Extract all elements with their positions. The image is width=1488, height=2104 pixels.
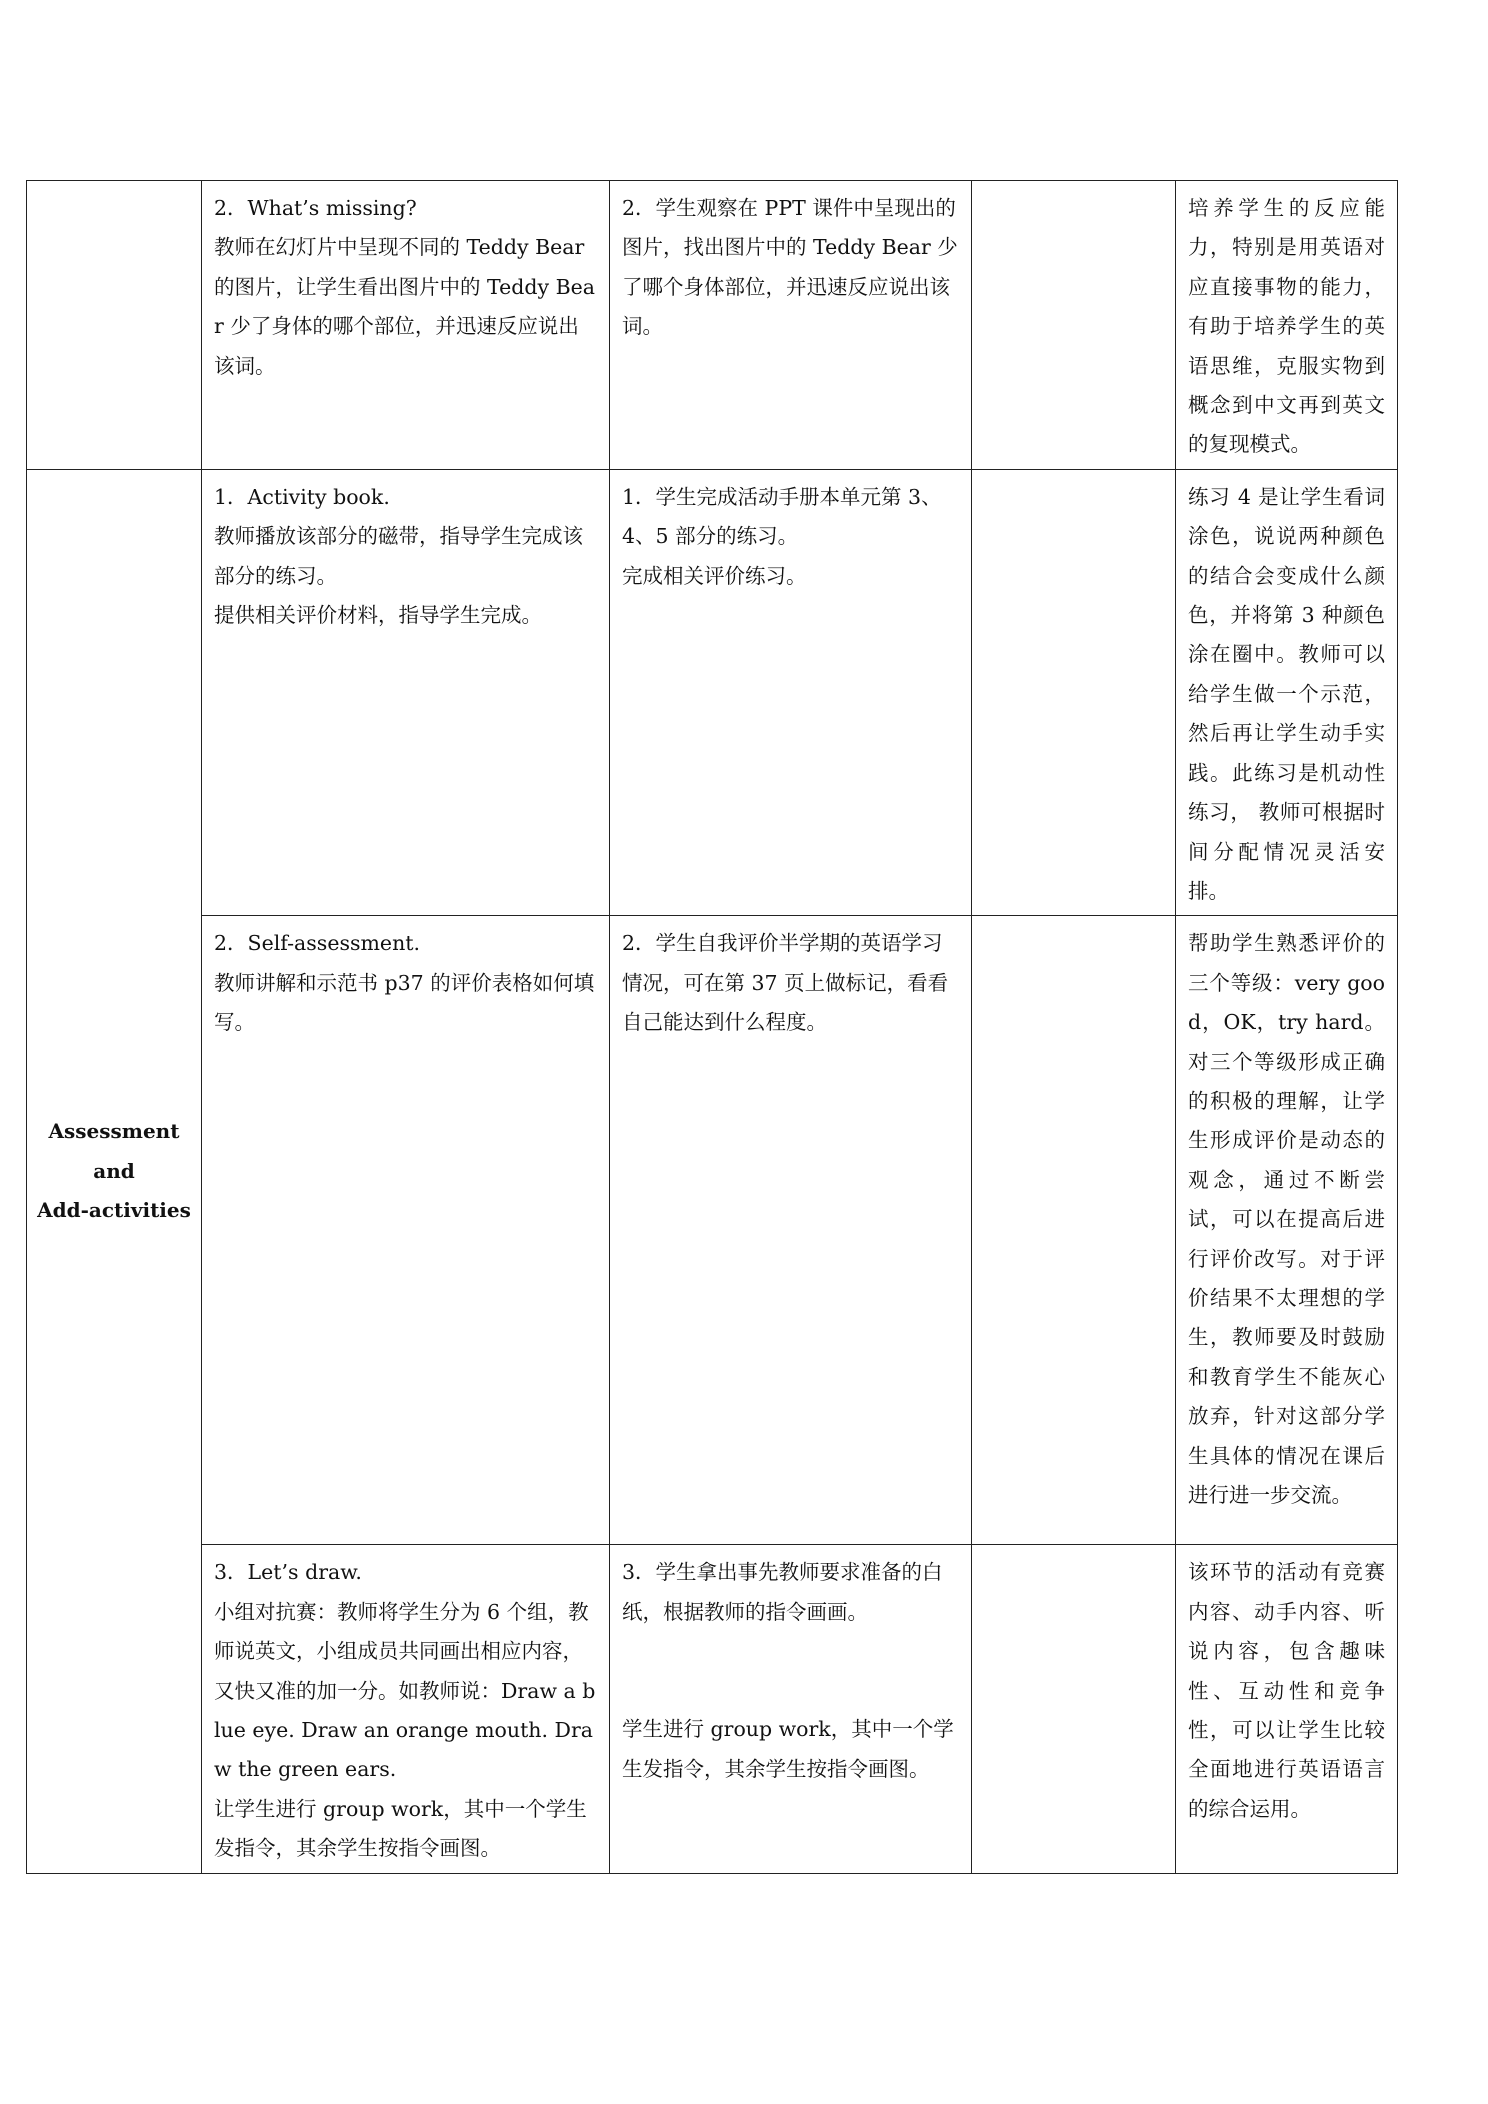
activity-text: 教师在幻灯片中呈现不同的 Teddy Bear 的图片，让学生看出图片中的 Teddy Bear 少了身体的哪个部位，并迅速反应说出该词。 — [214, 235, 595, 378]
activity-text: 3．学生拿出事先教师要求准备的白纸，根据教师的指令画画。 — [622, 1560, 943, 1624]
note-cell — [972, 1545, 1176, 1873]
purpose-cell: 培养学生的反应能力，特别是用英语对应直接事物的能力，有助于培养学生的英语思维，克服实物到概念到中文再到英文的复现模式。 — [1176, 181, 1398, 470]
table-row — [27, 1545, 1398, 1873]
activity-title: 1．Activity book. — [214, 484, 390, 509]
activity-text: 教师讲解和示范书 p37 的评价表格如何填写。 — [214, 970, 595, 1035]
activity-text: 小组对抗赛：教师将学生分为 6 个组，教师说英文，小组成员共同画出相应内容，又快又准的加一分。如教师说：Draw a blue eye. Draw an orange mouth. Draw the green ears. — [214, 1599, 596, 1782]
activity-text: 教师播放该部分的磁带，指导学生完成该部分的练习。 — [214, 524, 583, 588]
activity-title: 3．Let’s draw. — [214, 1560, 362, 1585]
note-cell — [972, 181, 1176, 470]
activity-text: 2．学生自我评价半学期的英语学习情况，可在第 37 页上做标记，看看自己能达到什么程度。 — [622, 931, 949, 1035]
activity-text: 学生进行 group work，其中一个学生发指令，其余学生按指令画图。 — [622, 1717, 954, 1781]
purpose-cell: 练习 4 是让学生看词涂色，说说两种颜色的结合会变成什么颜色，并将第 3 种颜色涂在圈中。教师可以给学生做一个示范，然后再让学生动手实践。此练习是机动性练习， 教师可根据时间分配情况灵活安排。 — [1176, 469, 1398, 915]
activity-text: 让学生进行 group work，其中一个学生发指令，其余学生按指令画图。 — [214, 1796, 587, 1861]
spacer — [622, 1632, 959, 1710]
teacher-activity-cell — [202, 1545, 610, 1873]
activity-text: 1．学生完成活动手册本单元第 3、4、5 部分的练习。 — [622, 484, 942, 549]
student-activity-cell — [610, 916, 972, 1545]
teacher-activity-cell — [202, 181, 610, 470]
stage-label: and — [93, 1158, 135, 1183]
note-cell — [972, 469, 1176, 915]
table-row — [27, 916, 1398, 1545]
activity-text: 2．学生观察在 PPT 课件中呈现出的图片，找出图片中的 Teddy Bear 少了哪个身体部位，并迅速反应说出该词。 — [622, 196, 958, 339]
student-activity-cell — [610, 181, 972, 470]
stage-cell — [27, 469, 202, 1873]
note-cell — [972, 916, 1176, 1545]
activity-text: 提供相关评价材料，指导学生完成。 — [214, 603, 542, 628]
activity-title: 2．Self-assessment. — [214, 931, 421, 956]
student-activity-cell — [610, 1545, 972, 1873]
table-row — [27, 469, 1398, 915]
lesson-plan-table — [26, 180, 1398, 1874]
student-activity-cell — [610, 469, 972, 915]
purpose-cell: 该环节的活动有竞赛内容、动手内容、听说内容，包含趣味性、互动性和竞争性，可以让学生比较全面地进行英语语言的综合运用。 — [1176, 1545, 1398, 1873]
activity-text: 完成相关评价练习。 — [622, 563, 807, 588]
teacher-activity-cell — [202, 469, 610, 915]
stage-label: Add-activities — [37, 1197, 191, 1222]
teacher-activity-cell — [202, 916, 610, 1545]
purpose-cell: 帮助学生熟悉评价的三个等级：very good，OK，try hard。对三个等级形成正确的积极的理解，让学生形成评价是动态的观念，通过不断尝试，可以在提高后进行评价改写。对于评价结果不太理想的学生，教师要及时鼓励和教育学生不能灰心放弃，针对这部分学生具体的情况在课后进行进一步交流。 — [1176, 916, 1398, 1545]
stage-label: Assessment — [48, 1119, 180, 1144]
activity-title: 2．What’s missing? — [214, 196, 417, 220]
table-row — [27, 181, 1398, 470]
stage-cell — [27, 181, 202, 470]
